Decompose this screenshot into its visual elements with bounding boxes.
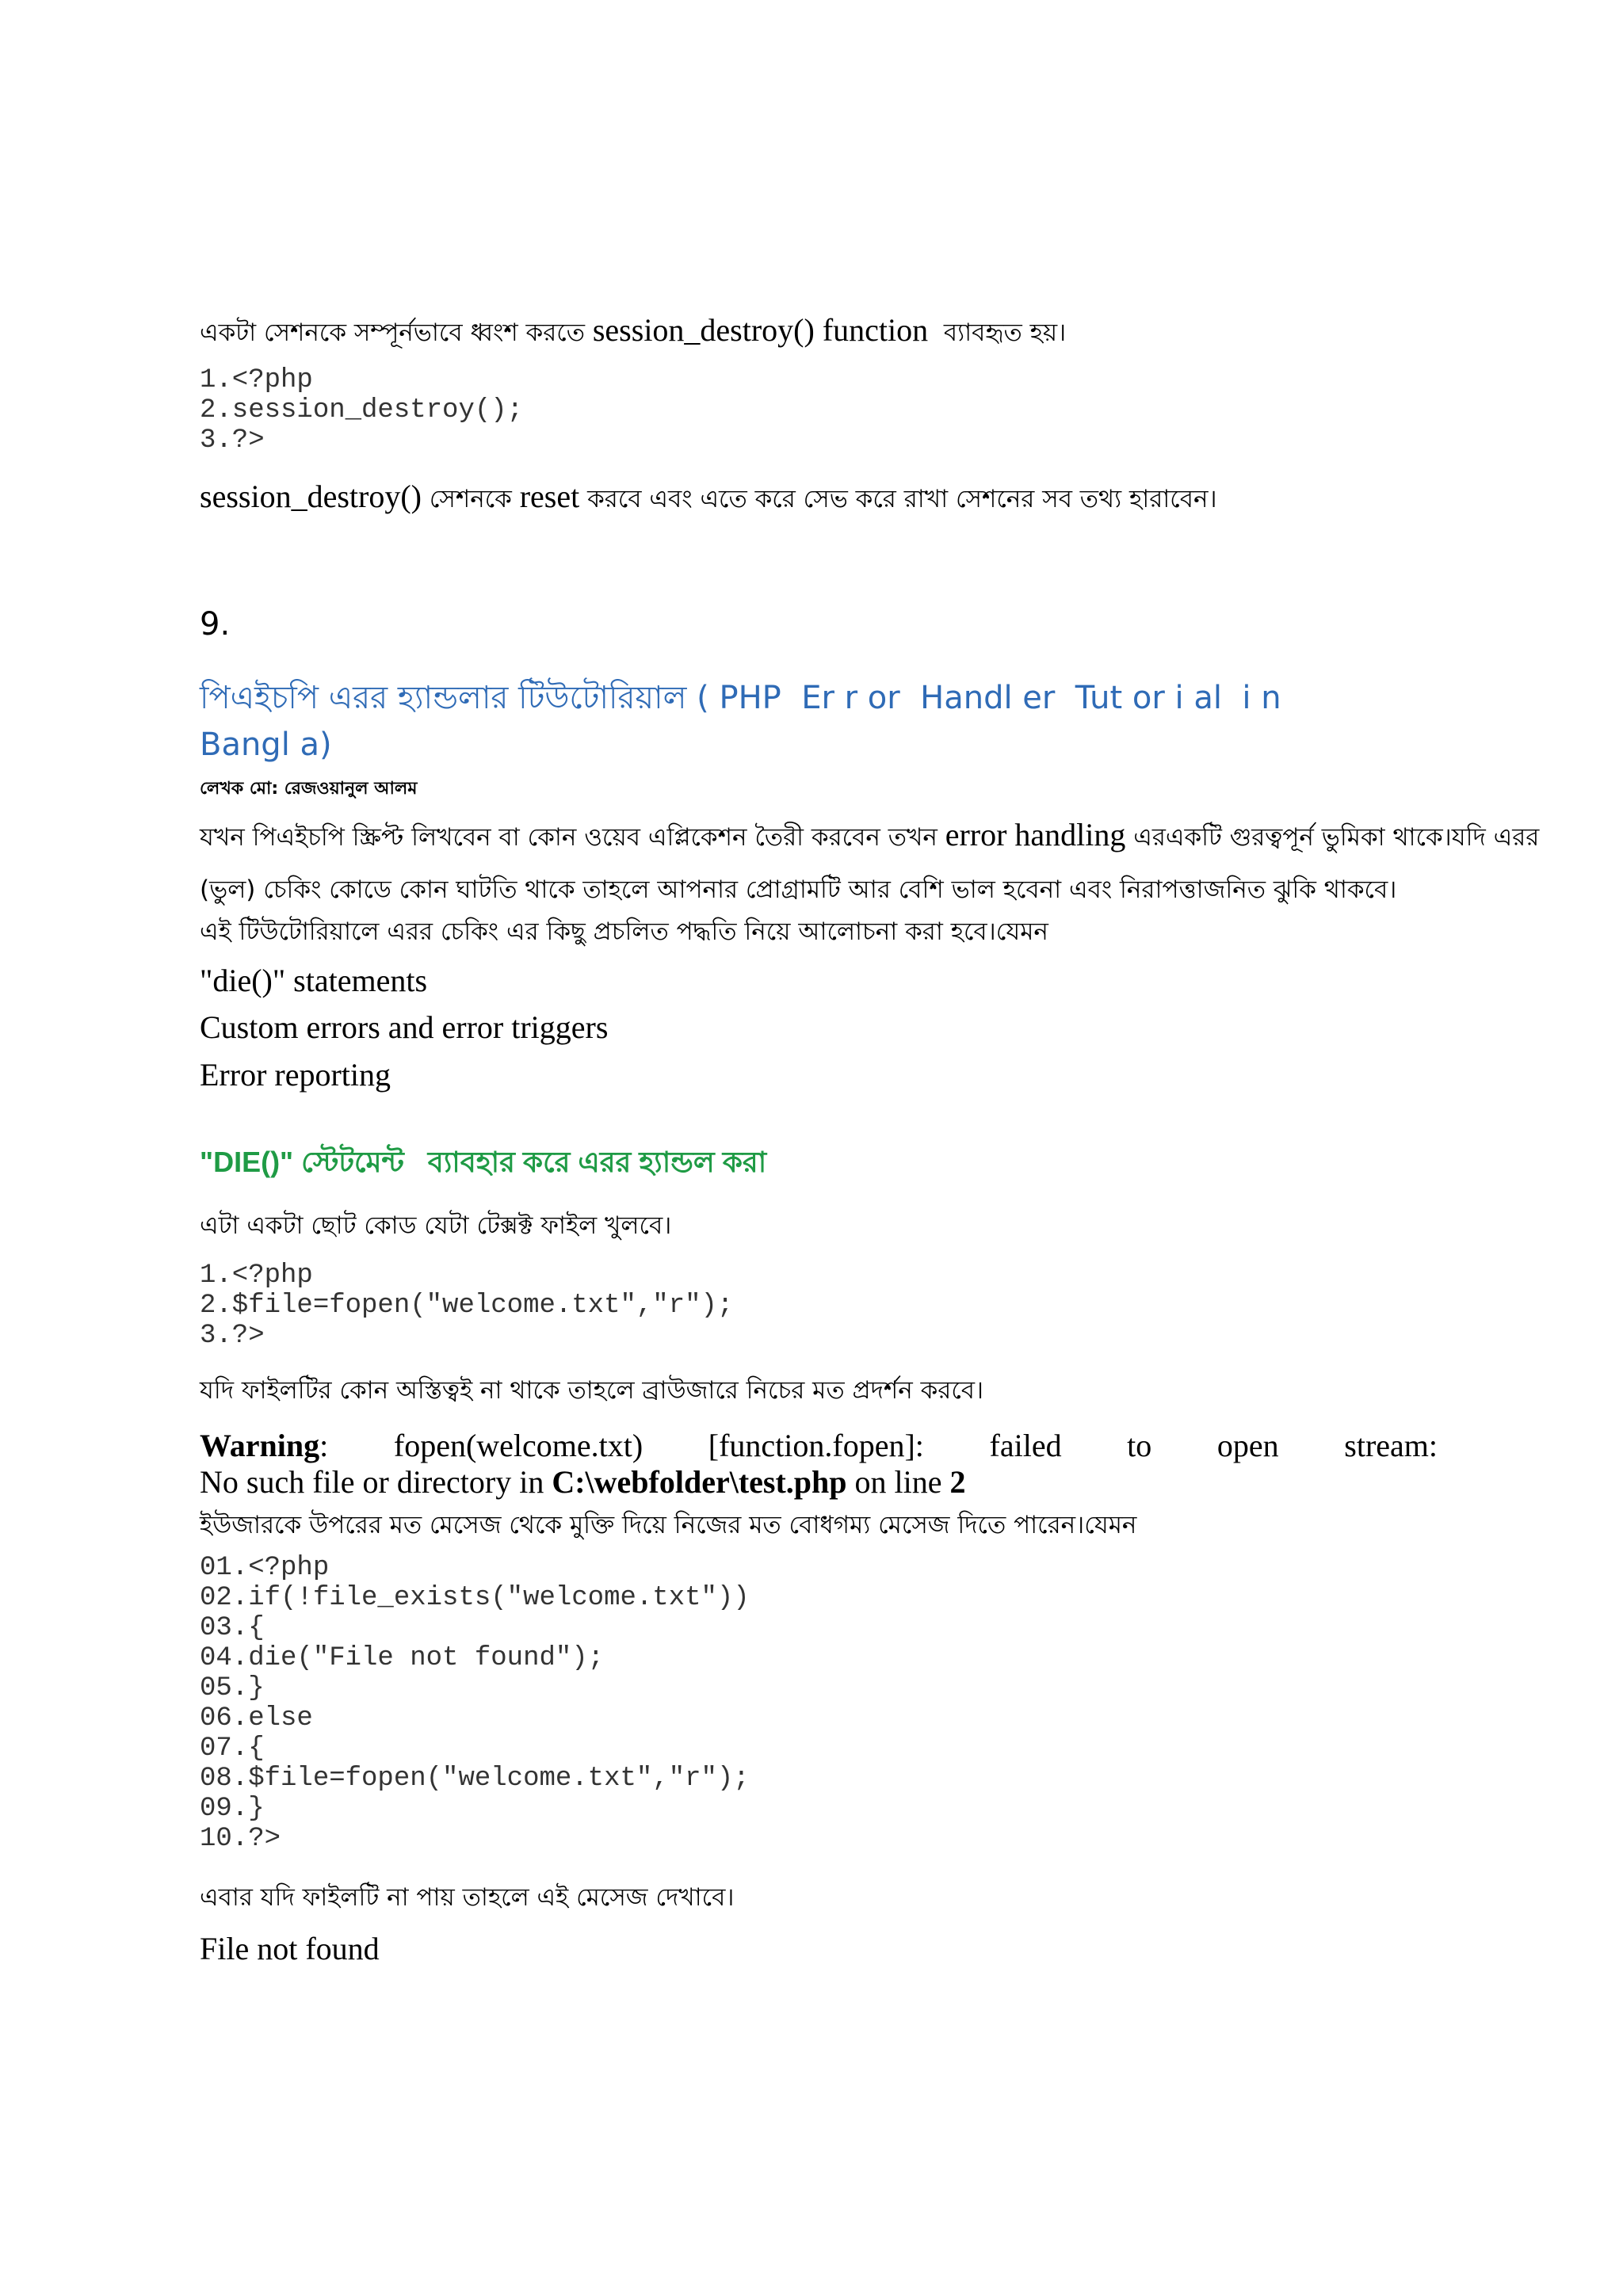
section-number: 9. — [200, 606, 231, 643]
warning-text: on line — [846, 1464, 950, 1500]
code-line: 3.?> — [200, 425, 265, 456]
list-item: Error reporting — [200, 1056, 391, 1093]
code-line: 09.} — [200, 1794, 265, 1824]
warning-text: : fopen(welcome.txt) [function.fopen]: failed to open stream: — [319, 1428, 1438, 1463]
function-term: session_destroy() — [200, 479, 422, 514]
output-message: File not found — [200, 1931, 380, 1966]
author-byline: লেখক মো: রেজওয়ানুল আলম — [200, 779, 418, 799]
error-handling-term: error handling — [945, 817, 1126, 852]
methods-intro: এই টিউটোরিয়ালে এরর চেকিং এর কিছু প্রচলিত পদ্ধতি নিয়ে আলোচনা করা হবে।যেমন — [200, 917, 1048, 946]
note-text-end: করবে এবং এতে করে সেভ করে রাখা সেশনের সব তথ্য হারাবেন। — [579, 485, 1217, 513]
code-block-fopen — [200, 1261, 1441, 1351]
function-term: session_destroy() function — [592, 312, 929, 348]
code-line: 06.else — [200, 1703, 313, 1733]
code-block-session-destroy — [200, 365, 1441, 456]
heading-line: পিএইচপি এরর হ্যান্ডলার টিউটোরিয়াল ( PHP Er r or Handl er Tut or i al i n — [200, 680, 1281, 716]
code-line: 05.} — [200, 1673, 265, 1703]
code-line: 1.<?php — [200, 1261, 313, 1291]
intro-text-end: ব্যাবহৃত হয়। — [928, 318, 1067, 347]
reset-keyword: reset — [519, 479, 580, 514]
warning-path: C:\webfolder\test.php — [552, 1464, 847, 1500]
die-section-heading: "DIE()" স্টেটমেন্ট ব্যাবহার করে এরর হ্যান্ডল করা — [200, 1146, 767, 1178]
reset-note — [200, 477, 1441, 524]
list-item: Custom errors and error triggers — [200, 1009, 609, 1046]
warning-line — [200, 1464, 1441, 1501]
warning-text: No such file or directory in — [200, 1464, 552, 1500]
section-heading — [200, 675, 1441, 769]
code-line: 03.{ — [200, 1613, 265, 1643]
warning-line — [200, 1428, 1438, 1464]
code-line: 07.{ — [200, 1733, 265, 1764]
methods-list — [200, 957, 1441, 1098]
die-intro: এটা একটা ছোট কোড যেটা টেক্সক্ট ফাইল খুলবে। — [200, 1211, 672, 1240]
heading-line: Bangl a) — [200, 727, 332, 764]
paragraph-text: এরএকটি গুরত্বপূর্ন ভুমিকা থাকে।যদি এরর — [1125, 823, 1540, 852]
code-line: 04.die("File not found"); — [200, 1643, 605, 1673]
code-line: 2.$file=fopen("welcome.txt","r"); — [200, 1291, 734, 1321]
warning-label: Warning — [200, 1428, 320, 1463]
warning-message — [200, 1428, 1441, 1501]
note-text: সেশনকে — [421, 485, 520, 513]
code-line: 08.$file=fopen("welcome.txt","r"); — [200, 1764, 750, 1794]
session-destroy-intro — [200, 311, 1441, 357]
code-line: 1.<?php — [200, 365, 313, 395]
paragraph-line — [200, 810, 1540, 866]
paragraph-text: যখন পিএইচপি স্ক্রিপ্ট লিখবেন বা কোন ওয়েব এপ্লিকেশন তৈরী করবেন তখন — [200, 823, 945, 852]
custom-message-note: ইউজারকে উপরের মত মেসেজ থেকে মুক্তি দিয়ে নিজের মত বোধগম্য মেসেজ দিতে পারেন।যেমন — [200, 1511, 1137, 1539]
missing-file-note: যদি ফাইলটির কোন অস্তিত্বই না থাকে তাহলে ব্রাউজারে নিচের মত প্রদর্শন করবে। — [200, 1376, 984, 1405]
intro-paragraph — [200, 810, 1540, 914]
warning-line-number: 2 — [949, 1464, 966, 1500]
code-line: 10.?> — [200, 1824, 281, 1854]
code-block-file-exists — [200, 1553, 1441, 1854]
code-line: 2.session_destroy(); — [200, 395, 524, 425]
intro-text: একটা সেশনকে সম্পূর্নভাবে ধ্বংশ করতে — [200, 318, 593, 347]
code-line: 02.if(!file_exists("welcome.txt")) — [200, 1583, 750, 1613]
code-line: 3.?> — [200, 1321, 265, 1351]
paragraph-line: (ভুল) চেকিং কোডে কোন ঘাটতি থাকে তাহলে আপনার প্রোগ্রামটি আর বেশি ভাল হবেনা এবং নিরাপত্তাজনিত ঝুকি থাকবে। — [200, 875, 1397, 904]
list-item: "die()" statements — [200, 963, 428, 998]
code-line: 01.<?php — [200, 1553, 330, 1583]
result-note: এবার যদি ফাইলটি না পায় তাহলে এই মেসেজ দেখাবে। — [200, 1883, 735, 1912]
